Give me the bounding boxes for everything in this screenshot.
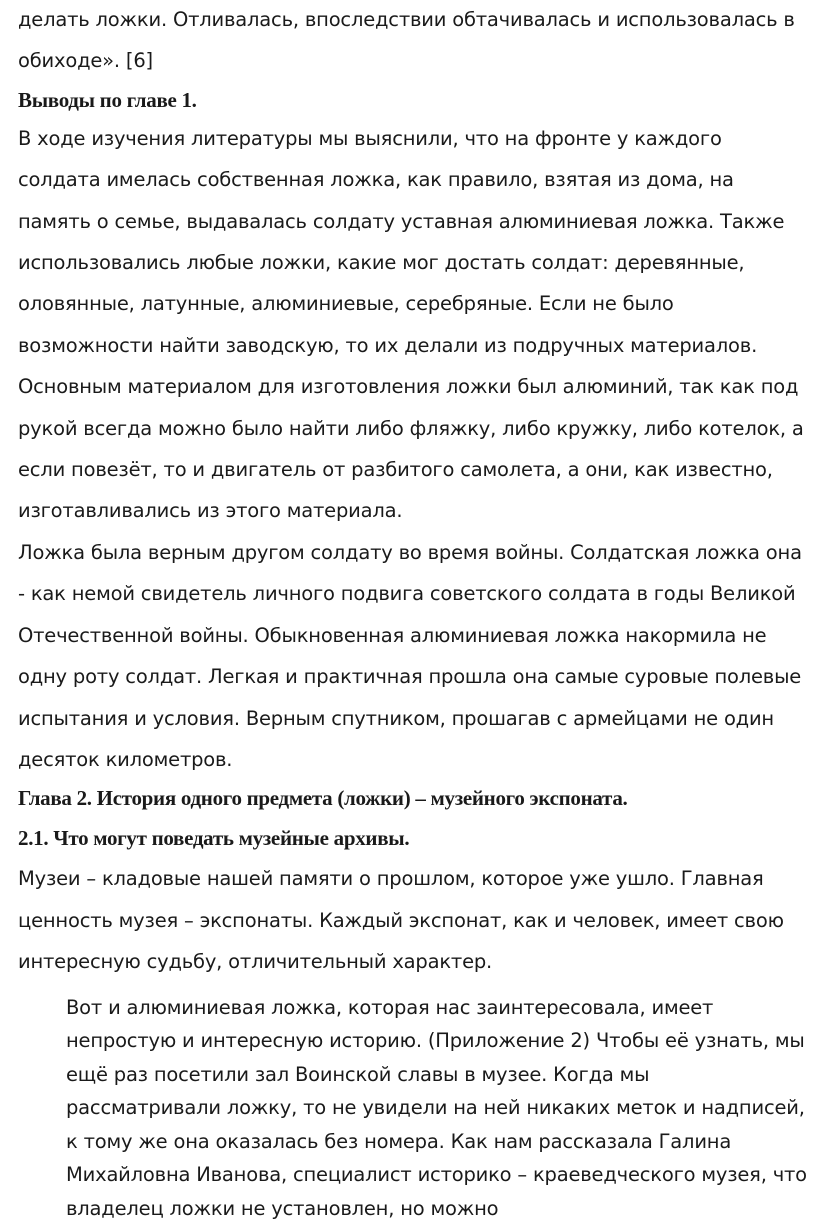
museum-paragraph: Музеи – кладовые нашей памяти о прошлом, которое уже ушло. Главная ценность музея – экспонаты. Каждый экспонат, как и человек, имеет свою интересную судьбу, отличительный характер. [18,867,784,974]
intro-tail-paragraph: делать ложки. Отливалась, впоследствии обтачивалась и использовалась в обиходе». [6] [18,8,795,73]
spoon-story-paragraph: Вот и алюминиевая ложка, которая нас заинтересовала, имеет непростую и интересную историю. (Приложение 2) Чтобы её узнать, мы ещё раз посетили зал Воинской славы в музее. Когда мы рассматривали ложку, то не увидели на ней никаких меток и надписей, к тому же она оказалась без номера. Как нам рассказала Галина Михайловна Иванова, специалист историко – краеведческого музея, что владелец ложки не установлен, но можно [66,995,807,1220]
chapter-2-heading: Глава 2. История одного предмета (ложки) – музейного экспоната. [18,786,628,811]
section-2-1-heading: 2.1. Что могут поведать музейные архивы. [18,826,410,851]
conclusions-heading: Выводы по главе 1. [18,87,197,112]
document-page [18,0,808,1225]
conclusions-paragraph-2: Ложка была верным другом солдату во время войны. Солдатская ложка она - как немой свидетель личного подвига советского солдата в годы Великой Отечественной войны. Обыкновенная алюминиевая ложка накормила не одну роту солдат. Легкая и практичная прошла она самые суровые полевые испытания и условия. Верным спутником, прошагав с армейцами не один десяток километров. [18,540,802,771]
conclusions-paragraph-1: В ходе изучения литературы мы выяснили, что на фронте у каждого солдата имелась собственная ложка, как правило, взятая из дома, на память о семье, выдавалась солдату уставная алюминиевая ложка. Также использовались любые ложки, какие мог достать солдат: деревянные, оловянные, латунные, алюминиевые, серебряные. Если не было возможности найти заводскую, то их делали из подручных материалов. Основным материалом для изготовления ложки был алюминий, так как под рукой всегда можно было найти либо фляжку, либо кружку, либо котелок, а если повезёт, то и двигатель от разбитого самолета, а они, как известно, изготавливались из этого материала. [18,126,804,523]
